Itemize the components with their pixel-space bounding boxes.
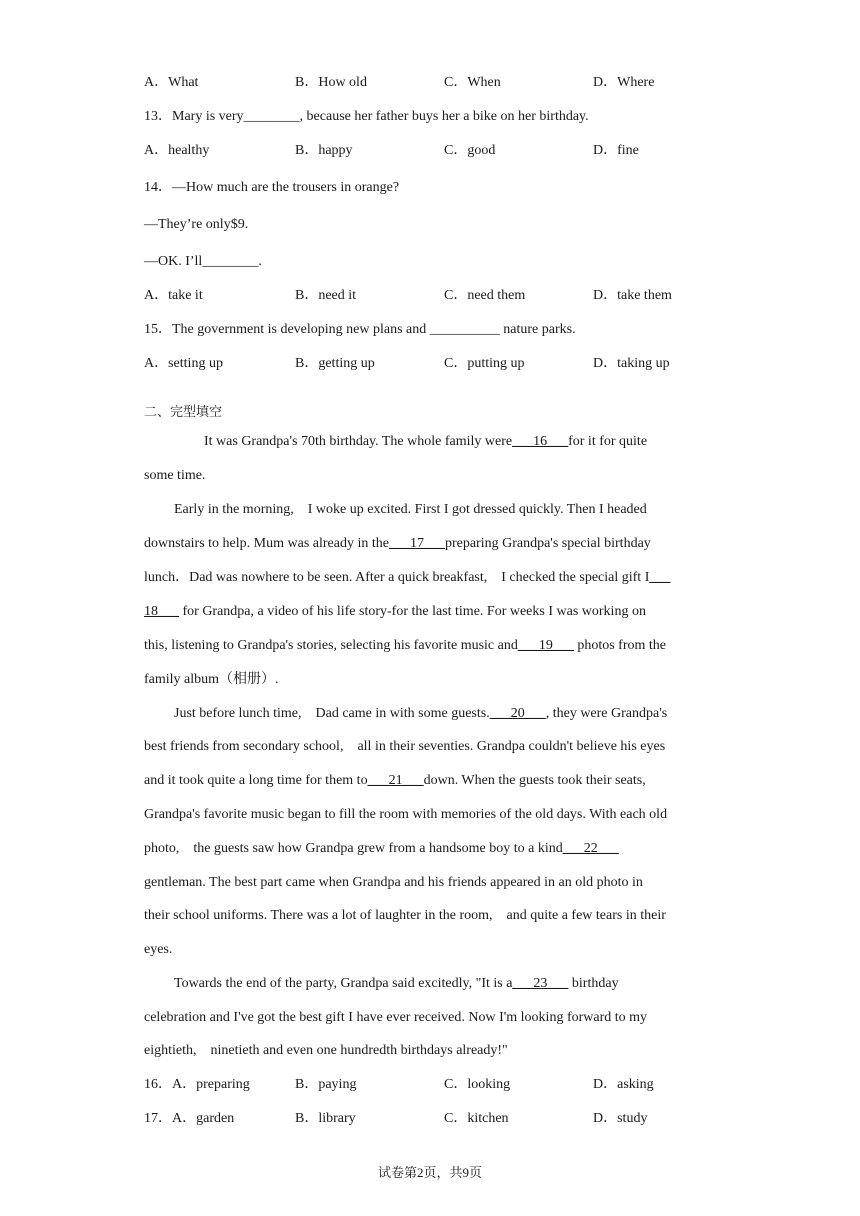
q12-option-a: A．What xyxy=(144,75,199,90)
passage-line: eyes. xyxy=(144,942,173,957)
passage-text: It was Grandpa's 70th birthday. The whole family were xyxy=(204,434,513,449)
blank-22: ___22___ xyxy=(562,841,619,856)
q12-option-b: B．How old xyxy=(295,75,367,90)
passage-line: best friends from secondary school, all in their seventies. Grandpa couldn't believe his eyes xyxy=(144,739,666,754)
q14-option-d: D．take them xyxy=(593,288,672,303)
passage-line xyxy=(144,603,646,621)
q13-question xyxy=(144,108,589,126)
q13-blank: ________ xyxy=(243,109,300,124)
passage-text: lunch．Dad was nowhere to be seen. After a quick breakfast, I checked the special gift I xyxy=(144,570,650,585)
passage-line xyxy=(174,705,667,723)
q16-option-c: C．looking xyxy=(444,1077,511,1092)
q13-option-a: A．healthy xyxy=(144,143,210,158)
q17-option-d: D．study xyxy=(593,1111,648,1126)
q14-option-b: B．need it xyxy=(295,288,357,303)
passage-text: , they were Grandpa's xyxy=(545,706,668,721)
blank-17: ___17___ xyxy=(388,536,445,551)
q13-post: , because her father buys her a bike on her birthday. xyxy=(299,109,589,124)
blank-18: 18___ xyxy=(144,604,179,619)
passage-line xyxy=(174,975,619,993)
passage-line xyxy=(144,637,666,655)
q14-line-2: —They’re only$9. xyxy=(144,217,249,232)
passage-line: gentleman. The best part came when Grandpa and his friends appeared in an old photo in xyxy=(144,875,643,890)
q13-option-c: C．good xyxy=(444,143,496,158)
q14-line-3: —OK. I’ll________. xyxy=(144,254,262,269)
page-footer: 试卷第2页，共9页 xyxy=(377,1165,482,1180)
passage-text: Just before lunch time, Dad came in with some guests. xyxy=(174,706,490,721)
q16-option-b: B．paying xyxy=(295,1077,357,1092)
passage-text: for Grandpa, a video of his life story-for the last time. For weeks I was working on xyxy=(179,604,646,619)
blank-16: ___16___ xyxy=(512,434,569,449)
passage-line xyxy=(204,433,647,451)
passage-line: Early in the morning, I woke up excited. First I got dressed quickly. Then I headed xyxy=(174,502,647,517)
q17-option-a: 17．A．garden xyxy=(144,1111,235,1126)
passage-line: eightieth, ninetieth and even one hundredth birthdays already!" xyxy=(144,1043,508,1058)
q15-question: 15．The government is developing new plans and __________ nature parks. xyxy=(144,322,576,337)
passage-text: and it took quite a long time for them to xyxy=(144,773,368,788)
passage-line xyxy=(144,772,646,790)
q15-option-c: C．putting up xyxy=(444,356,525,371)
passage-text: down. When the guests took their seats, xyxy=(423,773,646,788)
q15-option-d: D．taking up xyxy=(593,356,670,371)
passage-text: photo, the guests saw how Grandpa grew from a handsome boy to a kind xyxy=(144,841,563,856)
q17-option-b: B．library xyxy=(295,1111,356,1126)
passage-line: Grandpa's favorite music began to fill the room with memories of the old days. With each old xyxy=(144,807,668,822)
q12-option-c: C．When xyxy=(444,75,501,90)
passage-text: downstairs to help. Mum was already in the xyxy=(144,536,389,551)
passage-line xyxy=(144,569,670,587)
q15-option-a: A．setting up xyxy=(144,356,223,371)
blank-20: ___20___ xyxy=(489,706,546,721)
passage-text: birthday xyxy=(568,976,619,991)
passage-line: celebration and I've got the best gift I have ever received. Now I'm looking forward to my xyxy=(144,1010,648,1025)
passage-text: for it for quite xyxy=(568,434,648,449)
passage-line xyxy=(144,535,651,553)
section-heading: 二、完型填空 xyxy=(144,405,223,420)
q13-option-d: D．fine xyxy=(593,143,639,158)
passage-text: this, listening to Grandpa's stories, selecting his favorite music and xyxy=(144,638,518,653)
q13-pre: 13．Mary is very xyxy=(144,109,244,124)
q14-option-a: A．take it xyxy=(144,288,203,303)
passage-line: their school uniforms. There was a lot of laughter in the room, and quite a few tears in their xyxy=(144,908,666,923)
passage-line: some time. xyxy=(144,468,206,483)
q14-line-1: 14．—How much are the trousers in orange? xyxy=(144,180,400,195)
blank-21: ___21___ xyxy=(367,773,424,788)
passage-text: photos from the xyxy=(573,638,666,653)
passage-text: preparing Grandpa's special birthday xyxy=(444,536,651,551)
passage-line: family album（相册）. xyxy=(144,672,279,687)
q14-option-c: C．need them xyxy=(444,288,526,303)
q15-option-b: B．getting up xyxy=(295,356,375,371)
blank-18-start: ___ xyxy=(649,570,671,585)
q16-option-a: 16．A．preparing xyxy=(144,1077,250,1092)
q16-option-d: D．asking xyxy=(593,1077,654,1092)
passage-text: Towards the end of the party, Grandpa said excitedly, "It is a xyxy=(174,976,513,991)
blank-19: ___19___ xyxy=(517,638,574,653)
q17-option-c: C．kitchen xyxy=(444,1111,509,1126)
passage-line xyxy=(144,840,619,858)
q12-option-d: D．Where xyxy=(593,75,655,90)
blank-23: ___23___ xyxy=(512,976,569,991)
q13-option-b: B．happy xyxy=(295,143,353,158)
